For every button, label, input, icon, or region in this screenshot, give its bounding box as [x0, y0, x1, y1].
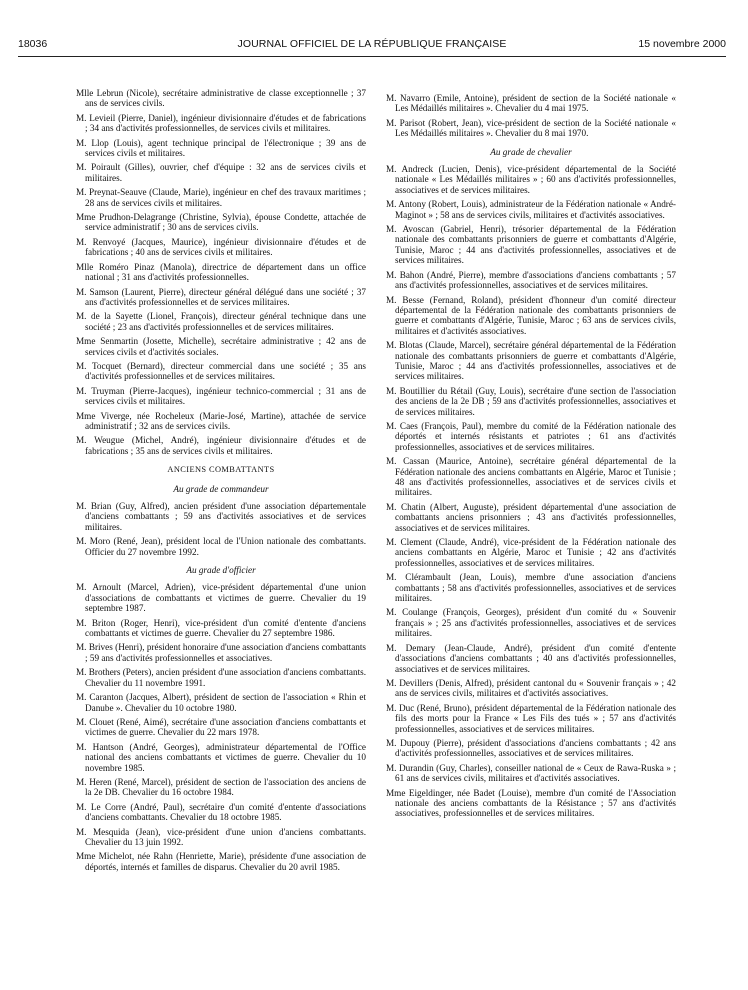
entries-officier-continued-list: [386, 93, 676, 139]
list-item: M. Parisot (Robert, Jean), vice-président de section de la Société nationale « Les Médaillés militaires ». Chevalier du 8 mai 1970.: [386, 117, 676, 139]
list-item: M. Caes (François, Paul), membre du comité de la Fédération nationale des déportés et internés résistants et patriotes ; 61 ans d'activités professionnelles, associatives et de services militaires.: [386, 420, 676, 452]
list-item: M. Cassan (Maurice, Antoine), secrétaire général départemental de la Fédération nationale des anciens combattants en Algérie, Maroc et Tunisie ; 48 ans d'activités professionnelles, associatives et de services civils et militaires.: [386, 456, 676, 498]
page-number: 18036: [18, 38, 48, 50]
grade-chevalier-heading: Au grade de chevalier: [490, 146, 572, 157]
list-item: M. Brothers (Peters), ancien président d'une association d'anciens combattants. Chevalier du 11 novembre 1991.: [76, 667, 366, 688]
grade-commandeur-heading: Au grade de commandeur: [173, 483, 269, 494]
list-item: M. Hantson (André, Georges), administrateur départemental de l'Office national des anciens combattants et victimes de guerre. Chevalier du 10 novembre 1985.: [76, 741, 366, 773]
list-item: M. Samson (Laurent, Pierre), directeur général délégué dans une société ; 37 ans d'activités professionnelles et de services militaires.: [76, 286, 366, 307]
list-item: M. Durandin (Guy, Charles), conseiller national de « Ceux de Rawa-Ruska » ; 61 ans de services civils, militaires et d'activités associatives.: [386, 762, 676, 784]
list-item: M. Clouet (René, Aimé), secrétaire d'une association d'anciens combattants et victimes de guerre. Chevalier du 22 mars 1978.: [76, 716, 366, 738]
entries-officier-list: [76, 582, 366, 872]
list-item: Mme Senmartin (Josette, Michelle), secrétaire administrative ; 42 ans de services civils et d'activités sociales.: [76, 336, 366, 357]
list-item: M. Preynat-Seauve (Claude, Marie), ingénieur en chef des travaux maritimes ; 28 ans de services civils et militaires.: [76, 187, 366, 208]
list-item: M. Caranton (Jacques, Albert), président de section de l'association « Rhin et Danube ». Chevalier du 10 octobre 1980.: [76, 692, 366, 713]
list-item: M. Besse (Fernand, Roland), président d'honneur d'un comité directeur départemental de la Fédération nationale des combattants prisonniers de guerre et combattants d'Algérie, Tunisie, Maroc ; 63 ans de services civils, militaires et d'activités associatives.: [386, 294, 676, 336]
list-item: M. Poirault (Gilles), ouvrier, chef d'équipe : 32 ans de services civils et militaires.: [76, 162, 366, 183]
list-item: M. Antony (Robert, Louis), administrateur de la Fédération nationale « André-Maginot » ; 58 ans de services civils, militaires et d'activités associatives.: [386, 199, 676, 220]
issue-date: 15 novembre 2000: [638, 38, 726, 50]
list-item: Mlle Roméro Pinaz (Manola), directrice de département dans un office national ; 31 ans d'activités professionnelles.: [76, 261, 366, 283]
list-item: M. Demary (Jean-Claude, André), président d'un comité d'entente d'associations d'anciens combattants ; 40 ans d'activités professionnelles, associatives et de services militaires.: [386, 642, 676, 674]
left-column: [76, 88, 366, 876]
list-item: M. Clérambault (Jean, Louis), membre d'une association d'anciens combattants ; 58 ans d'activités professionnelles, associatives et de services militaires.: [386, 572, 676, 604]
list-item: M. Bahon (André, Pierre), membre d'associations d'anciens combattants ; 57 ans d'activités professionnelles, associatives et de services militaires.: [386, 269, 676, 291]
list-item: M. Chatin (Albert, Auguste), président départemental d'une association de combattants anciens prisonniers ; 43 ans d'activités professionnelles, associatives et de services militaires.: [386, 501, 676, 533]
list-item: M. Weugue (Michel, André), ingénieur divisionnaire d'études et de fabrications ; 35 ans de services civils et militaires.: [76, 435, 366, 456]
list-item: M. Levieil (Pierre, Daniel), ingénieur divisionnaire d'études et de fabrications ; 34 ans d'activités professionnelles, de services civils et militaires.: [76, 112, 366, 134]
entries-top-list: [76, 88, 366, 456]
entries-commandeur-list: [76, 501, 366, 557]
list-item: M. Le Corre (André, Paul), secrétaire d'un comité d'entente d'associations d'anciens combattants. Chevalier du 18 octobre 1985.: [76, 801, 366, 823]
list-item: M. Coulange (François, Georges), président d'un comité du « Souvenir français » ; 25 ans d'activités professionnelles, associatives et de services militaires.: [386, 607, 676, 639]
list-item: Mme Michelot, née Rahn (Henriette, Marie), présidente d'une association de déportés, internés et familles de disparus. Chevalier du 20 avril 1985.: [76, 851, 366, 872]
page-header: [18, 38, 726, 54]
header-rule: [18, 56, 726, 57]
list-item: M. Brian (Guy, Alfred), ancien président d'une association départementale d'anciens combattants ; 59 ans d'activités associatives et de services militaires.: [76, 501, 366, 532]
list-item: M. Truyman (Pierre-Jacques), ingénieur technico-commercial ; 31 ans de services civils et militaires.: [76, 385, 366, 407]
list-item: M. Clement (Claude, André), vice-président de la Fédération nationale des anciens combattants en Algérie, Maroc et Tunisie ; 42 ans d'activités professionnelles, associatives et de services militaires.: [386, 537, 676, 568]
section-heading: ANCIENS COMBATTANTS: [167, 465, 275, 475]
list-item: Mlle Lebrun (Nicole), secrétaire administrative de classe exceptionnelle ; 37 ans de services civils.: [76, 88, 366, 109]
entries-chevalier-list: [386, 164, 676, 819]
list-item: Mme Prudhon-Delagrange (Christine, Sylvia), épouse Condette, attachée de service administratif ; 30 ans de services civils.: [76, 212, 366, 233]
list-item: M. Arnoult (Marcel, Adrien), vice-président départemental d'une union d'associations de combattants et victimes de guerre. Chevalier du 19 septembre 1987.: [76, 582, 366, 614]
list-item: Mme Viverge, née Rocheleux (Marie-José, Martine), attachée de service administratif ; 32 ans de services civils.: [76, 410, 366, 431]
list-item: M. de la Sayette (Lionel, François), directeur général technique dans une société ; 23 ans d'activités professionnelles et de services militaires.: [76, 311, 366, 332]
journal-title: JOURNAL OFFICIEL DE LA RÉPUBLIQUE FRANÇAISE: [237, 38, 507, 50]
list-item: M. Blotas (Claude, Marcel), secrétaire général départemental de la Fédération nationale des combattants prisonniers de guerre et combattants d'Algérie, Tunisie, Maroc ; 44 ans d'activités professionnelles, associatives et de services militaires.: [386, 340, 676, 382]
list-item: M. Moro (René, Jean), président local de l'Union nationale des combattants. Officier du 27 novembre 1992.: [76, 536, 366, 557]
list-item: M. Dupouy (Pierre), président d'associations d'anciens combattants ; 42 ans d'activités professionnelles, associatives et de services militaires.: [386, 737, 676, 759]
list-item: Mme Eigeldinger, née Badet (Louise), membre d'un comité de l'Association nationale des anciens combattants de la Résistance ; 57 ans d'activités associatives, professionnelles et de services militaires.: [386, 787, 676, 819]
list-item: M. Devillers (Denis, Alfred), président cantonal du « Souvenir français » ; 42 ans de services civils, militaires et d'activités associatives.: [386, 677, 676, 699]
list-item: M. Briton (Roger, Henri), vice-président d'un comité d'entente d'anciens combattants et victimes de guerre. Chevalier du 27 septembre 1986.: [76, 617, 366, 639]
right-column: [386, 93, 676, 823]
list-item: M. Duc (René, Bruno), président départemental de la Fédération nationale des fils des morts pour la France « Les Fils des tués » ; 57 ans d'activités professionnelles, associatives et de services militaires.: [386, 702, 676, 734]
list-item: M. Avoscan (Gabriel, Henri), trésorier départemental de la Fédération nationale des combattants prisonniers de guerre et combattants d'Algérie, Tunisie, Maroc ; 44 ans d'activités professionnelles, associatives et de services militaires.: [386, 224, 676, 266]
list-item: M. Navarro (Emile, Antoine), président de section de la Société nationale « Les Médaillés militaires ». Chevalier du 4 mai 1975.: [386, 93, 676, 114]
list-item: M. Heren (René, Marcel), président de section de l'association des anciens de la 2e DB. Chevalier du 16 octobre 1984.: [76, 776, 366, 798]
grade-officier-heading: Au grade d'officier: [186, 565, 256, 576]
list-item: M. Mesquida (Jean), vice-président d'une union d'anciens combattants. Chevalier du 13 juin 1992.: [76, 826, 366, 847]
list-item: M. Andreck (Lucien, Denis), vice-président départemental de la Société nationale « Les Médaillés militaires » ; 60 ans d'activités professionnelles, associatives et de services militaires.: [386, 164, 676, 195]
list-item: M. Renvoyé (Jacques, Maurice), ingénieur divisionnaire d'études et de fabrications ; 40 ans de services civils et militaires.: [76, 236, 366, 258]
list-item: M. Tocquet (Bernard), directeur commercial dans une société ; 35 ans d'activités professionnelles et de services militaires.: [76, 360, 366, 382]
list-item: M. Llop (Louis), agent technique principal de l'électronique ; 39 ans de services civils et militaires.: [76, 137, 366, 159]
list-item: M. Brives (Henri), président honoraire d'une association d'anciens combattants ; 59 ans d'activités professionnelles et associatives.: [76, 642, 366, 663]
list-item: M. Boutillier du Rétail (Guy, Louis), secrétaire d'une section de l'association des anciens de la 2e DB ; 59 ans d'activités professionnelles, associatives et de services militaires.: [386, 385, 676, 417]
